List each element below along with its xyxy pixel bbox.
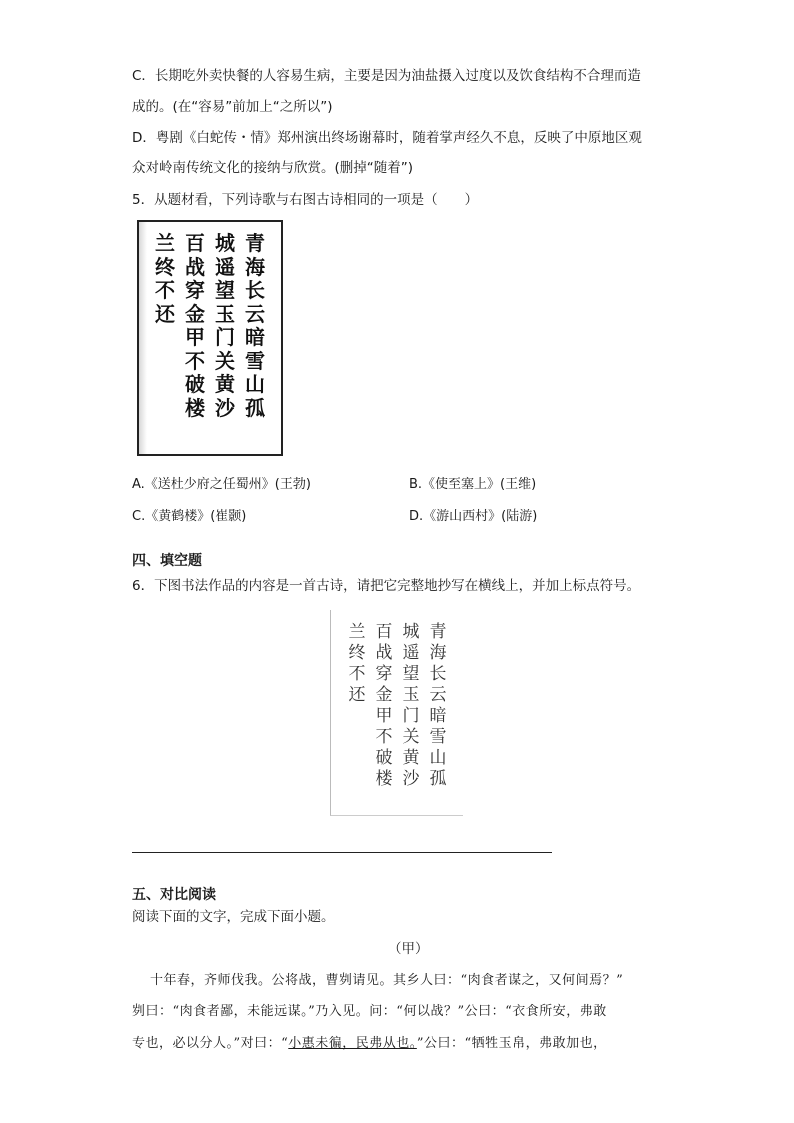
calligraphy-char: 孤 <box>245 395 265 420</box>
passage-text: ”公曰：“牺牲玉帛，弗敢加也， <box>416 1036 607 1051</box>
calligraphy-char: 楼 <box>185 395 205 420</box>
calligraphy-char: 终 <box>155 254 175 279</box>
calligraphy-char: 金 <box>185 301 205 326</box>
q5-option-d[interactable]: D.《游山西村》(陆游) <box>409 509 538 524</box>
calligraphy-char: 沙 <box>402 769 420 789</box>
calligraphy-char: 雪 <box>245 348 265 373</box>
calligraphy-col-3 <box>372 622 396 790</box>
calligraphy-char: 破 <box>375 748 393 768</box>
option-d-line1: D．粤剧《白蛇传・情》郑州演出终场谢幕时，随着掌声经久不息，反映了中原地区观 <box>132 130 642 146</box>
option-c-line1: C．长期吃外卖快餐的人容易生病，主要是因为油盐摄入过度以及饮食结构不合理而造 <box>132 68 641 84</box>
section-5-instruction: 阅读下面的文字，完成下面小题。 <box>132 909 335 925</box>
calligraphy-col-2 <box>213 232 237 420</box>
calligraphy-char: 城 <box>402 622 420 642</box>
calligraphy-char: 兰 <box>155 231 175 255</box>
calligraphy-char: 不 <box>348 664 366 684</box>
calligraphy-char: 望 <box>402 664 420 684</box>
calligraphy-char: 还 <box>155 301 175 326</box>
calligraphy-char: 云 <box>429 685 447 705</box>
passage-text: 专也，必以分人。”对曰：“ <box>132 1036 289 1051</box>
calligraphy-char: 雪 <box>429 727 447 747</box>
question-5-stem: 5．从题材看，下列诗歌与右图古诗相同的一项是（ ） <box>132 192 479 208</box>
calligraphy-char: 暗 <box>245 325 265 349</box>
calligraphy-char: 百 <box>375 622 393 642</box>
question-6-stem: 6．下图书法作品的内容是一首古诗，请把它完整地抄写在横线上，并加上标点符号。 <box>132 578 641 594</box>
calligraphy-char: 长 <box>245 278 265 302</box>
calligraphy-char: 兰 <box>348 622 366 642</box>
calligraphy-char: 还 <box>348 685 366 705</box>
calligraphy-char: 战 <box>185 254 205 279</box>
calligraphy-char: 玉 <box>215 301 235 326</box>
calligraphy-char: 楼 <box>375 769 393 789</box>
calligraphy-char: 关 <box>402 727 420 747</box>
calligraphy-image-2 <box>330 610 463 816</box>
calligraphy-char: 终 <box>348 643 366 663</box>
calligraphy-col-4 <box>345 622 369 706</box>
calligraphy-char: 遥 <box>402 643 420 663</box>
calligraphy-char: 遥 <box>215 254 235 279</box>
underlined-sentence: 小惠未徧，民弗从也。 <box>288 1036 417 1051</box>
calligraphy-char: 门 <box>402 706 420 726</box>
answer-line[interactable] <box>132 852 552 853</box>
calligraphy-char: 海 <box>245 254 265 279</box>
calligraphy-char: 百 <box>185 231 205 255</box>
calligraphy-char: 暗 <box>429 706 447 726</box>
calligraphy-char: 破 <box>185 372 205 396</box>
q5-option-c[interactable]: C.《黄鹤楼》(崔颢) <box>132 509 247 524</box>
calligraphy-char: 关 <box>215 348 235 373</box>
calligraphy-image-1 <box>137 220 283 456</box>
calligraphy-char: 城 <box>215 231 235 255</box>
calligraphy-char: 金 <box>375 685 393 705</box>
calligraphy-col-2 <box>399 622 423 790</box>
calligraphy-char: 长 <box>429 664 447 684</box>
calligraphy-char: 黄 <box>215 372 235 396</box>
calligraphy-char: 不 <box>375 727 393 747</box>
calligraphy-char: 穿 <box>375 664 393 684</box>
calligraphy-char: 黄 <box>402 748 420 768</box>
calligraphy-char: 海 <box>429 643 447 663</box>
calligraphy-col-3 <box>183 232 207 420</box>
calligraphy-col-1 <box>243 232 267 420</box>
calligraphy-char: 穿 <box>185 278 205 302</box>
calligraphy-char: 望 <box>215 278 235 302</box>
passage-label: （甲） <box>388 941 429 957</box>
calligraphy-char: 门 <box>215 325 235 349</box>
calligraphy-char: 不 <box>155 278 175 302</box>
calligraphy-char: 青 <box>429 622 447 642</box>
calligraphy-col-1 <box>426 622 450 790</box>
calligraphy-char: 不 <box>185 348 205 373</box>
calligraphy-char: 孤 <box>429 769 447 789</box>
calligraphy-char: 沙 <box>215 395 235 420</box>
calligraphy-col-4 <box>153 232 177 326</box>
passage-line-1: 十年春，齐师伐我。公将战，曹刿请见。其乡人曰：“肉食者谋之，又何间焉？” <box>150 973 624 988</box>
section-4-heading: 四、填空题 <box>132 553 202 569</box>
calligraphy-char: 甲 <box>375 706 393 726</box>
calligraphy-char: 战 <box>375 643 393 663</box>
calligraphy-char: 青 <box>245 231 265 255</box>
passage-line-2: 刿曰：“肉食者鄙，未能远谋。”乃入见。问：“何以战？”公曰：“衣食所安，弗敢 <box>132 1004 607 1019</box>
calligraphy-char: 云 <box>245 301 265 326</box>
section-5-heading: 五、对比阅读 <box>132 887 216 903</box>
calligraphy-char: 山 <box>429 748 447 768</box>
option-d-line2: 众对岭南传统文化的接纳与欣赏。(删掉“随着”) <box>132 160 414 176</box>
passage-line-3 <box>132 1034 607 1054</box>
calligraphy-char: 玉 <box>402 685 420 705</box>
calligraphy-char: 山 <box>245 372 265 396</box>
calligraphy-char: 甲 <box>185 325 205 349</box>
q5-option-a[interactable]: A.《送杜少府之任蜀州》(王勃) <box>132 477 311 492</box>
option-c-line2: 成的。(在“容易”前加上“之所以”) <box>132 99 333 115</box>
q5-option-b[interactable]: B.《使至塞上》(王维) <box>409 477 537 492</box>
